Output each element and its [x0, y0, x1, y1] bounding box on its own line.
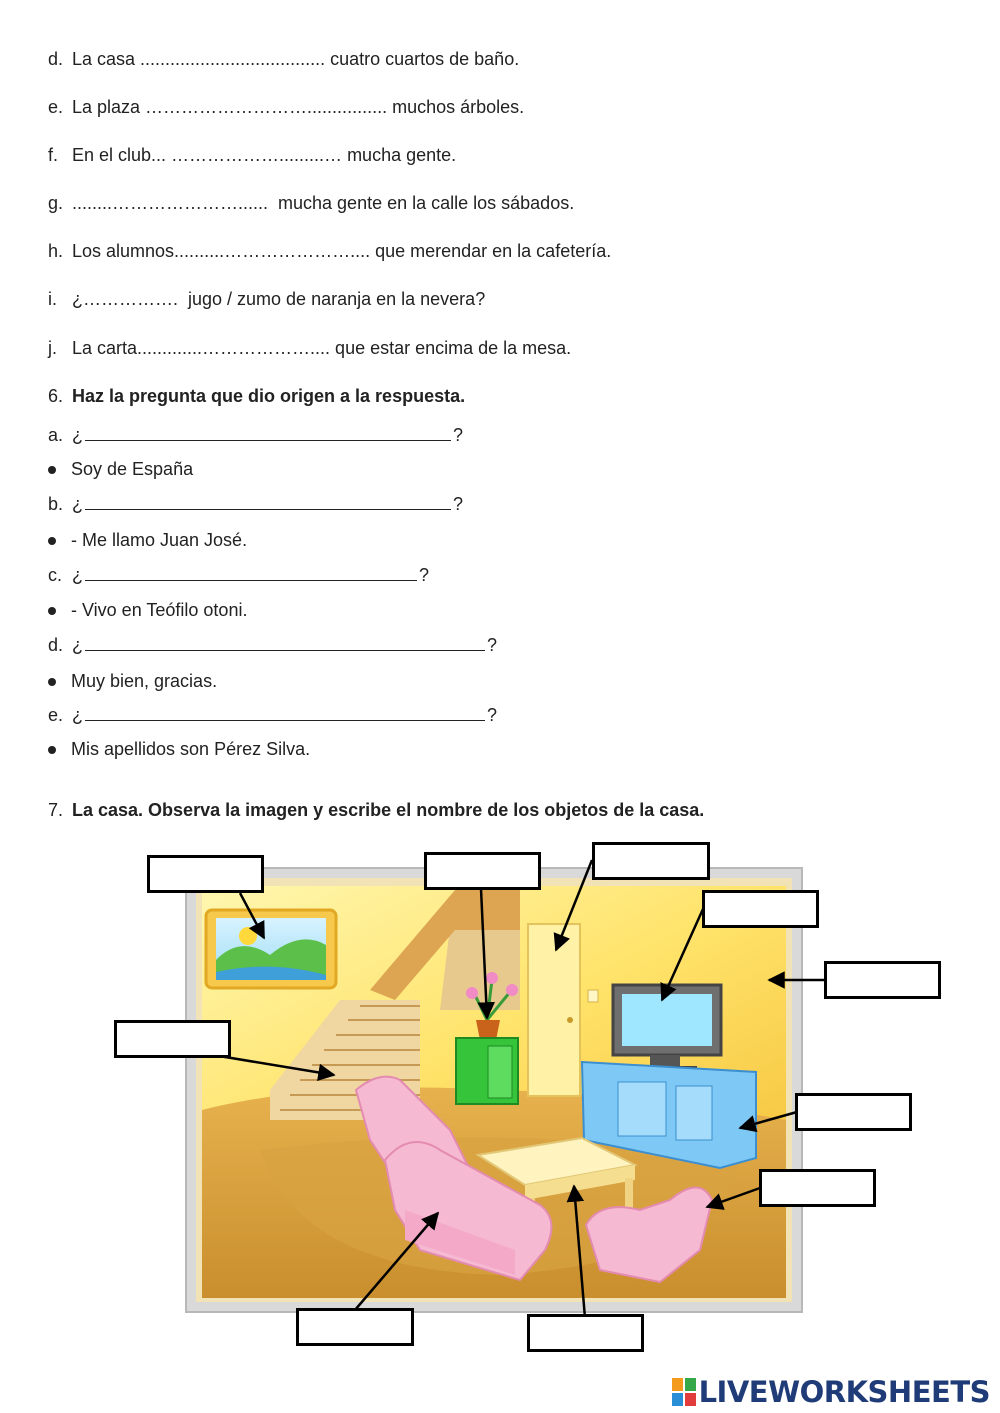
response-b: - Me llamo Juan José. — [71, 530, 248, 550]
fill-text: ........…………………...... mucha gente en la calle los sábados. — [72, 193, 575, 213]
response-d: Muy bien, gracias. — [71, 671, 218, 691]
item-label: d. — [48, 49, 64, 69]
label-box-door[interactable] — [592, 842, 710, 880]
question-label: d. — [48, 635, 64, 655]
item-label: h. — [48, 241, 64, 261]
label-box-sofa[interactable] — [296, 1308, 414, 1346]
label-box-stairs[interactable] — [114, 1020, 231, 1058]
question-label: e. — [48, 705, 64, 725]
item-label: j. — [48, 338, 57, 358]
light-switch — [588, 990, 598, 1002]
close-mark: ? — [487, 635, 498, 655]
close-mark: ? — [419, 565, 430, 585]
open-mark: ¿ — [72, 635, 83, 655]
question-label: a. — [48, 425, 64, 445]
close-mark: ? — [487, 705, 498, 725]
item-label: e. — [48, 97, 64, 117]
section-number: 6. — [48, 386, 64, 406]
question-label: c. — [48, 565, 63, 585]
fill-text: En el club... ……………….........… mucha gente. — [72, 145, 457, 165]
item-label: i. — [48, 289, 57, 309]
fill-text: Los alumnos..........………………….... que merendar en la cafetería. — [72, 241, 612, 261]
fill-text: ¿……………. jugo / zumo de naranja en la nevera? — [72, 289, 486, 309]
wall-painting — [206, 910, 336, 988]
response-e: Mis apellidos son Pérez Silva. — [71, 739, 311, 759]
item-label: f. — [48, 145, 59, 165]
open-mark: ¿ — [72, 425, 83, 445]
label-box-table[interactable] — [527, 1314, 644, 1352]
label-box-plant[interactable] — [424, 852, 541, 890]
logo-text: LIVEWORKSHEETS — [698, 1375, 990, 1409]
door — [528, 924, 580, 1096]
green-cabinet — [456, 1038, 518, 1104]
section-number: 7. — [48, 800, 64, 820]
item-label: g. — [48, 193, 64, 213]
response-c: - Vivo en Teófilo otoni. — [71, 600, 248, 620]
open-mark: ¿ — [72, 494, 83, 514]
question-label: b. — [48, 494, 64, 514]
fill-text: La plaza ………………………................ muchos árboles. — [72, 97, 525, 117]
liveworksheets-logo — [672, 1373, 990, 1411]
label-box-armchair[interactable] — [759, 1169, 876, 1207]
label-box-tv-cabinet[interactable] — [795, 1093, 912, 1131]
section-title: La casa. Observa la imagen y escribe el nombre de los objetos de la casa. — [72, 800, 705, 820]
response-a: Soy de España — [71, 459, 194, 479]
section-title: Haz la pregunta que dio origen a la respuesta. — [72, 386, 466, 406]
fill-text: La carta.............……………….... que estar encima de la mesa. — [72, 338, 572, 358]
close-mark: ? — [453, 425, 464, 445]
label-box-wall[interactable] — [824, 961, 941, 999]
label-box-tv[interactable] — [702, 890, 819, 928]
close-mark: ? — [453, 494, 464, 514]
label-box-painting[interactable] — [147, 855, 264, 893]
fill-text: La casa ..................................... cuatro cuartos de baño. — [72, 49, 520, 69]
open-mark: ¿ — [72, 705, 83, 725]
open-mark: ¿ — [72, 565, 83, 585]
live-logo-icon — [672, 1378, 696, 1406]
